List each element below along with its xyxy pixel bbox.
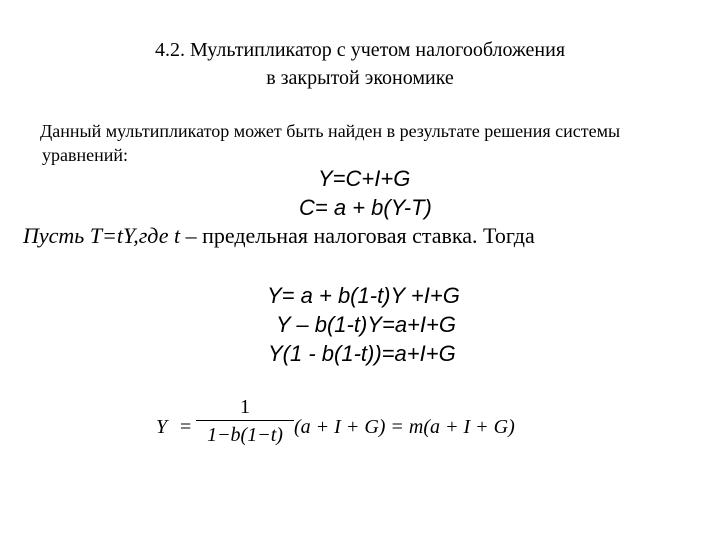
derivation-equation-3: Y(1 - b(1-t))=a+I+G: [268, 341, 456, 366]
assumption-italic: Пусть T=tY,где t: [23, 223, 181, 248]
title-line-1: 4.2. Мультипликатор с учетом налогообложения: [154, 39, 566, 61]
multiplier-formula: [156, 396, 526, 456]
intro-line-1: Данный мультипликатор может быть найден в результате решения системы: [40, 121, 621, 141]
formula-denominator: 1−b(1−t): [207, 424, 283, 446]
intro-paragraph: [40, 119, 700, 167]
slide-title: [0, 36, 720, 92]
fraction-bar: [196, 420, 294, 421]
intro-line-2: уравнений:: [42, 145, 129, 165]
formula-lhs: Y: [156, 416, 168, 438]
derivation-equation-1: Y= a + b(1-t)Y +I+G: [267, 283, 460, 308]
formula-equals: =: [180, 416, 192, 438]
assumption-line: [23, 222, 535, 250]
formula-rhs: (a + I + G) = m(a + I + G): [294, 416, 515, 438]
formula-numerator: 1: [240, 396, 250, 418]
assumption-rest: – предельная налоговая ставка. Тогда: [180, 223, 535, 248]
title-line-2: в закрытой экономике: [266, 67, 454, 89]
formula-fraction: [196, 396, 294, 447]
system-equation-2: C= a + b(Y-T): [299, 195, 432, 220]
derivation-equation-2: Y – b(1-t)Y=a+I+G: [276, 312, 456, 337]
system-equation-1: Y=C+I+G: [318, 166, 411, 191]
